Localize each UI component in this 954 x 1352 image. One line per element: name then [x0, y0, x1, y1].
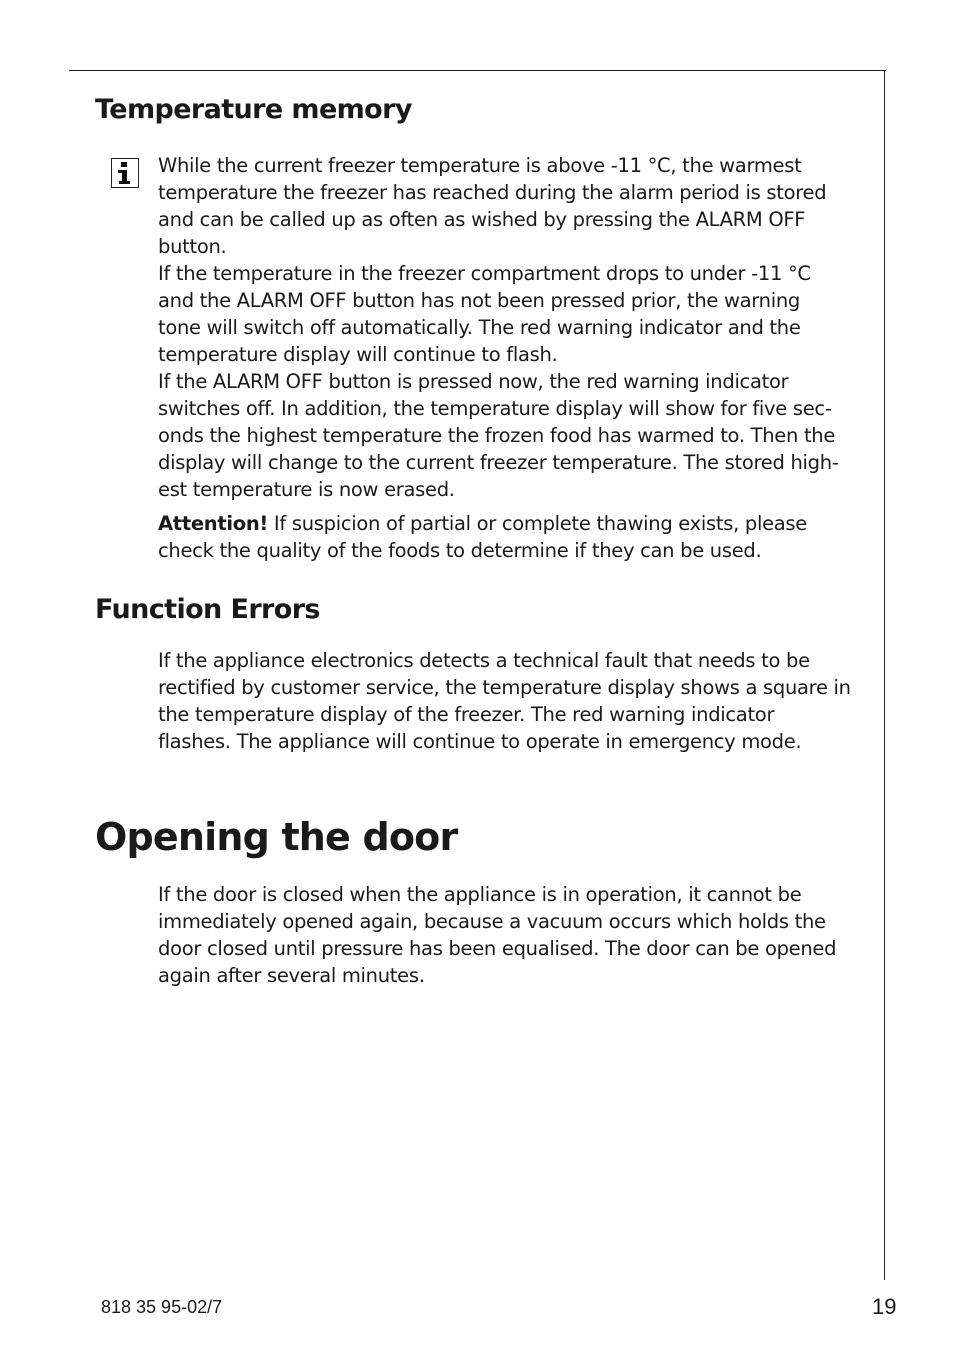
right-rule [884, 70, 885, 1280]
text-line: While the current freezer temperature is above -11 °C, the warmest [158, 154, 802, 177]
heading-temperature-memory: Temperature memory [95, 94, 412, 125]
heading-function-errors: Function Errors [95, 594, 320, 625]
text-line: If the appliance electronics detects a technical fault that needs to be [158, 649, 810, 672]
text-line: button. [158, 235, 227, 258]
text-line: switches off. In addition, the temperature display will show for five sec- [158, 397, 832, 420]
text-line: door closed until pressure has been equalised. The door can be opened [158, 937, 837, 960]
text-line: flashes. The appliance will continue to operate in emergency mode. [158, 730, 802, 753]
text-line: temperature the freezer has reached during the alarm period is stored [158, 181, 827, 204]
opening-door-text [158, 881, 863, 989]
attention-line [158, 510, 863, 537]
text-line: If the door is closed when the appliance is in operation, it cannot be [158, 883, 802, 906]
text-line: and the ALARM OFF button has not been pressed prior, the warning [158, 289, 800, 312]
attention-note [158, 510, 863, 564]
top-rule [69, 70, 886, 71]
text-line: display will change to the current freezer temperature. The stored high- [158, 451, 839, 474]
attention-label: Attention! [158, 512, 269, 535]
text-line: temperature display will continue to flash. [158, 343, 558, 366]
attention-text: If suspicion of partial or complete thawing exists, please [268, 512, 807, 535]
text-line: tone will switch off automatically. The red warning indicator and the [158, 316, 801, 339]
text-line: est temperature is now erased. [158, 478, 455, 501]
info-icon [111, 158, 139, 188]
text-line: rectified by customer service, the temperature display shows a square in [158, 676, 851, 699]
heading-opening-the-door: Opening the door [95, 815, 458, 859]
page-number: 19 [872, 1294, 897, 1319]
text-line: If the temperature in the freezer compartment drops to under -11 °C [158, 262, 811, 285]
text-line: immediately opened again, because a vacuum occurs which holds the [158, 910, 826, 933]
text-line: the temperature display of the freezer. The red warning indicator [158, 703, 775, 726]
function-errors-text [158, 647, 863, 755]
temperature-memory-text [158, 152, 863, 503]
document-number: 818 35 95-02/7 [101, 1297, 223, 1317]
text-line: If the ALARM OFF button is pressed now, the red warning indicator [158, 370, 789, 393]
text-line: and can be called up as often as wished by pressing the ALARM OFF [158, 208, 806, 231]
attention-line: check the quality of the foods to determine if they can be used. [158, 539, 762, 562]
text-line: onds the highest temperature the frozen food has warmed to. Then the [158, 424, 836, 447]
text-line: again after several minutes. [158, 964, 425, 987]
